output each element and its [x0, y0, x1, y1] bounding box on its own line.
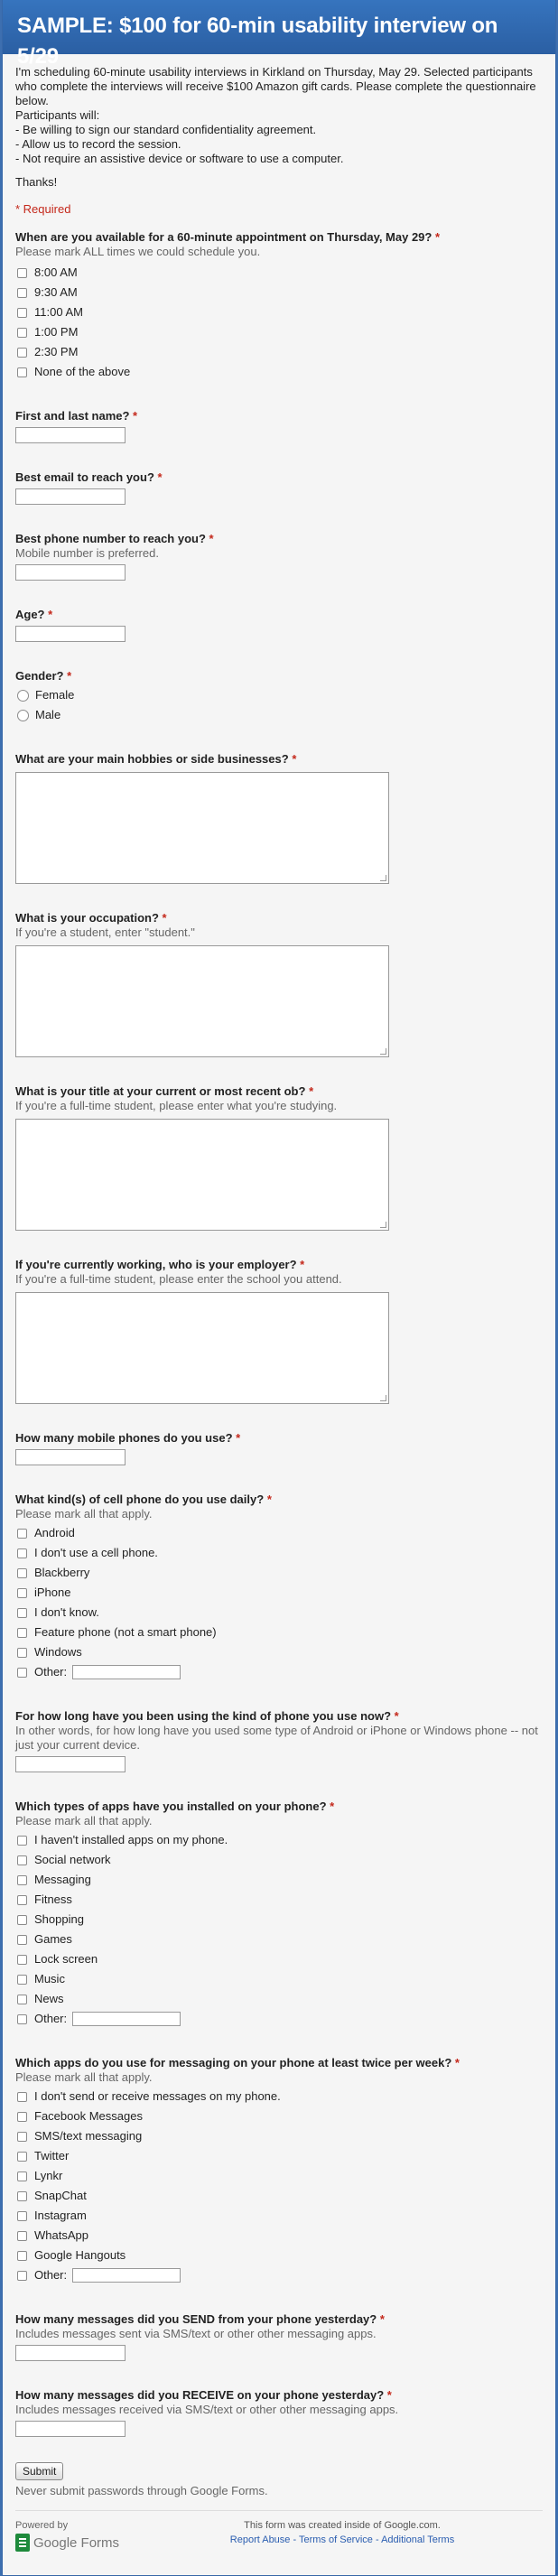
question-help: Please mark ALL times we could schedule you. [15, 245, 261, 258]
availability-option[interactable]: 9:30 AM [15, 283, 543, 302]
required-star: * [162, 911, 167, 925]
phone-kind-option[interactable]: I don't know. [15, 1603, 543, 1623]
question-help: If you're a student, enter "student." [15, 925, 195, 939]
availability-option[interactable]: 2:30 PM [15, 342, 543, 362]
question-phone-kind [15, 1493, 543, 1682]
messaging-app-option[interactable]: WhatsApp [15, 2226, 543, 2246]
checkbox[interactable] [17, 1975, 27, 1985]
required-star: * [133, 409, 138, 423]
checkbox[interactable] [17, 2231, 27, 2241]
messaging-app-option[interactable]: Lynkr [15, 2166, 543, 2186]
gender-option[interactable]: Male [15, 705, 543, 725]
question-email [15, 470, 543, 505]
phone-kind-option[interactable]: Blackberry [15, 1563, 543, 1583]
other-text-input[interactable] [72, 2012, 181, 2026]
required-star: * [48, 608, 53, 621]
checkbox[interactable] [17, 2092, 27, 2102]
checkbox[interactable] [17, 367, 27, 377]
question-app-types [15, 1799, 543, 2029]
question-help: Please mark all that apply. [15, 2070, 153, 2084]
required-star: * [379, 2312, 385, 2326]
received-input[interactable] [15, 2421, 126, 2437]
checkbox[interactable] [17, 1995, 27, 2004]
checkbox[interactable] [17, 2191, 27, 2201]
phone-kind-option[interactable]: Feature phone (not a smart phone) [15, 1623, 543, 1642]
question-gender [15, 669, 543, 725]
question-title: How many mobile phones do you use? * [15, 1431, 241, 1445]
checkbox[interactable] [17, 1648, 27, 1658]
app-type-option[interactable]: Fitness [15, 1890, 543, 1910]
checkbox[interactable] [17, 1955, 27, 1965]
question-help: If you're a full-time student, please enter the school you attend. [15, 1272, 342, 1286]
checkbox[interactable] [17, 348, 27, 358]
question-title: First and last name? * [15, 409, 138, 423]
question-title: What kind(s) of cell phone do you use daily? * [15, 1493, 272, 1506]
checkbox[interactable] [17, 1875, 27, 1885]
question-phones-count [15, 1431, 543, 1465]
required-star: * [236, 1431, 241, 1445]
form-description [15, 65, 543, 190]
question-age [15, 608, 543, 642]
question-hobbies [15, 752, 543, 884]
checkbox[interactable] [17, 1548, 27, 1558]
checkbox[interactable] [17, 1935, 27, 1945]
question-help: Mobile number is preferred. [15, 546, 159, 560]
checkbox[interactable] [17, 1529, 27, 1539]
question-title: Gender? * [15, 669, 72, 683]
required-star: * [157, 470, 163, 484]
question-phone-duration [15, 1709, 543, 1772]
required-star: * [386, 2388, 392, 2402]
question-title: If you're currently working, who is your employer? * [15, 1258, 305, 1271]
required-star: * [394, 1709, 399, 1723]
phone-kind-option[interactable]: I don't use a cell phone. [15, 1543, 543, 1563]
question-name [15, 409, 543, 443]
age-input[interactable] [15, 626, 126, 642]
phone-input[interactable] [15, 564, 126, 581]
question-availability [15, 230, 543, 382]
intro-line: Participants will: [15, 108, 100, 122]
checkbox[interactable] [17, 1608, 27, 1618]
app-type-option[interactable]: I haven't installed apps on my phone. [15, 1830, 543, 1850]
checkbox[interactable] [17, 2152, 27, 2162]
app-type-option[interactable]: Lock screen [15, 1949, 543, 1969]
footer-info [196, 2520, 543, 2566]
question-sent [15, 2312, 543, 2361]
additional-terms-link[interactable]: Additional Terms [381, 2534, 455, 2545]
submit-button[interactable]: Submit [15, 2462, 63, 2480]
question-title: Which apps do you use for messaging on your phone at least twice per week? * [15, 2056, 460, 2069]
question-title: What are your main hobbies or side businesses? * [15, 752, 297, 766]
required-star: * [209, 532, 214, 545]
checkbox[interactable] [17, 1668, 27, 1678]
gender-option[interactable]: Female [15, 685, 543, 705]
phone-kind-other-option[interactable]: Other: [15, 1662, 543, 1682]
form-content [3, 54, 555, 2575]
phones-count-input[interactable] [15, 1449, 126, 1465]
availability-option[interactable]: 1:00 PM [15, 322, 543, 342]
messaging-app-other-option[interactable]: Other: [15, 2265, 543, 2285]
employer-textarea[interactable] [15, 1292, 389, 1404]
phone-kind-option[interactable]: Android [15, 1523, 543, 1543]
question-job-title [15, 1084, 543, 1231]
required-star: * [330, 1799, 335, 1813]
other-text-input[interactable] [72, 1665, 181, 1679]
checkbox[interactable] [17, 1855, 27, 1865]
required-star: * [454, 2056, 460, 2069]
checkbox[interactable] [17, 268, 27, 278]
intro-line: - Be willing to sign our standard confidentiality agreement. [15, 123, 317, 136]
availability-option[interactable]: 8:00 AM [15, 263, 543, 283]
required-star: * [300, 1258, 305, 1271]
password-warning: Never submit passwords through Google Forms. [15, 2484, 268, 2497]
question-title: For how long have you been using the kind of phone you use now? * [15, 1709, 399, 1723]
job-title-textarea[interactable] [15, 1119, 389, 1231]
intro-line: - Not require an assistive device or software to use a computer. [15, 152, 344, 165]
messaging-app-option[interactable]: I don't send or receive messages on my phone. [15, 2087, 543, 2106]
created-note: This form was created inside of Google.com. [244, 2520, 441, 2531]
question-employer [15, 1258, 543, 1404]
form-title: SAMPLE: $100 for 60-min usability interview on 5/29 [17, 14, 498, 69]
sent-input[interactable] [15, 2345, 126, 2361]
question-title: When are you available for a 60-minute appointment on Thursday, May 29? * [15, 230, 441, 244]
messaging-app-option[interactable]: Instagram [15, 2206, 543, 2226]
checkbox[interactable] [17, 2112, 27, 2122]
messaging-app-option[interactable]: Facebook Messages [15, 2106, 543, 2126]
messaging-app-option[interactable]: SnapChat [15, 2186, 543, 2206]
intro-line: - Allow us to record the session. [15, 137, 181, 151]
required-note: * Required [15, 202, 71, 216]
other-text-input[interactable] [72, 2268, 181, 2283]
availability-option[interactable]: 11:00 AM [15, 302, 543, 322]
checkbox[interactable] [17, 2211, 27, 2221]
question-help: Please mark all that apply. [15, 1507, 153, 1520]
required-star: * [309, 1084, 314, 1098]
app-type-option[interactable]: Games [15, 1930, 543, 1949]
email-input[interactable] [15, 488, 126, 505]
checkbox[interactable] [17, 1895, 27, 1905]
question-messaging-apps [15, 2056, 543, 2285]
hobbies-textarea[interactable] [15, 772, 389, 884]
checkbox[interactable] [17, 2014, 27, 2024]
checkbox[interactable] [17, 1568, 27, 1578]
checkbox[interactable] [17, 1588, 27, 1598]
question-received [15, 2388, 543, 2437]
checkbox[interactable] [17, 308, 27, 318]
question-title: What is your occupation? * [15, 911, 167, 925]
checkbox[interactable] [17, 328, 27, 338]
question-title: Age? * [15, 608, 53, 621]
question-title: What is your title at your current or most recent ob? * [15, 1084, 314, 1098]
question-title: Best email to reach you? * [15, 470, 163, 484]
question-help: In other words, for how long have you used some type of Android or iPhone or Windows phone -- not just your current device. [15, 1724, 538, 1752]
question-help: Includes messages sent via SMS/text or other other messaging apps. [15, 2327, 377, 2340]
radio-button[interactable] [17, 710, 29, 721]
footer-links: Report Abuse - Terms of Service - Additional Terms [229, 2534, 455, 2545]
app-type-option[interactable]: Music [15, 1969, 543, 1989]
availability-option[interactable]: None of the above [15, 362, 543, 382]
form-footer [15, 2510, 543, 2566]
checkbox[interactable] [17, 2171, 27, 2181]
required-star: * [292, 752, 297, 766]
question-title: Which types of apps have you installed on your phone? * [15, 1799, 335, 1813]
app-type-option[interactable]: Shopping [15, 1910, 543, 1930]
checkbox[interactable] [17, 2132, 27, 2142]
question-title: Best phone number to reach you? * [15, 532, 214, 545]
question-title: How many messages did you RECEIVE on your phone yesterday? * [15, 2388, 392, 2402]
intro-thanks: Thanks! [15, 175, 58, 189]
question-help: Please mark all that apply. [15, 1814, 153, 1827]
app-type-option[interactable]: Social network [15, 1850, 543, 1870]
checkbox[interactable] [17, 2251, 27, 2261]
question-phone [15, 532, 543, 581]
checkbox[interactable] [17, 288, 27, 298]
phone-kind-option[interactable]: Windows [15, 1642, 543, 1662]
required-star: * [266, 1493, 272, 1506]
question-occupation [15, 911, 543, 1057]
checkbox[interactable] [17, 1628, 27, 1638]
phone-duration-input[interactable] [15, 1756, 126, 1772]
question-help: Includes messages received via SMS/text or other other messaging apps. [15, 2403, 399, 2416]
messaging-app-option[interactable]: Google Hangouts [15, 2246, 543, 2265]
radio-button[interactable] [17, 690, 29, 702]
name-input[interactable] [15, 427, 126, 443]
forms-icon [15, 2534, 30, 2552]
form-page [2, 0, 556, 2576]
terms-of-service-link[interactable]: Terms of Service [299, 2534, 373, 2545]
question-title: How many messages did you SEND from your phone yesterday? * [15, 2312, 385, 2326]
google-forms-logo[interactable]: Google Forms [15, 2534, 196, 2552]
app-type-option[interactable]: Messaging [15, 1870, 543, 1890]
messaging-app-option[interactable]: Twitter [15, 2146, 543, 2166]
intro-line: I'm scheduling 60-minute usability interviews in Kirkland on Thursday, May 29. Selected participants who complete the interviews will receive $100 Amazon gift cards. Please complete the questionnaire below. [15, 65, 536, 107]
app-type-option[interactable]: News [15, 1989, 543, 2009]
required-star: * [434, 230, 441, 244]
powered-by: Powered by Google Forms [15, 2520, 196, 2566]
report-abuse-link[interactable]: Report Abuse [229, 2534, 291, 2545]
messaging-app-option[interactable]: SMS/text messaging [15, 2126, 543, 2146]
question-help: If you're a full-time student, please enter what you're studying. [15, 1099, 338, 1112]
checkbox[interactable] [17, 1836, 27, 1846]
form-header [3, 0, 555, 69]
occupation-textarea[interactable] [15, 945, 389, 1057]
phone-kind-option[interactable]: iPhone [15, 1583, 543, 1603]
app-type-other-option[interactable]: Other: [15, 2009, 543, 2029]
required-star: * [67, 669, 72, 683]
checkbox[interactable] [17, 1915, 27, 1925]
checkbox[interactable] [17, 2271, 27, 2281]
